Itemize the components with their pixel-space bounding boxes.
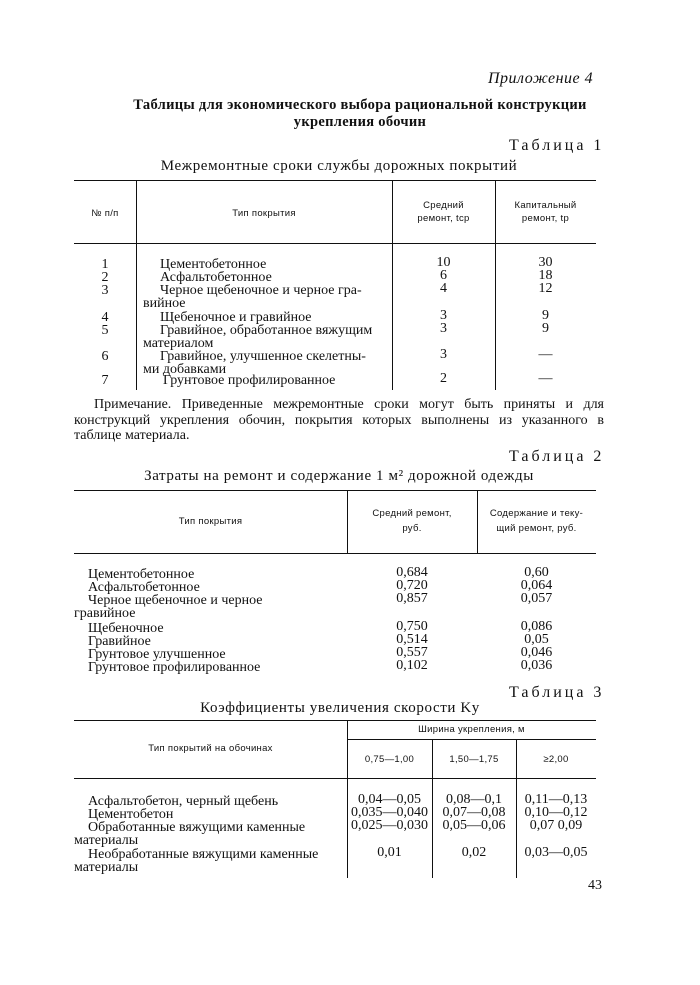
main-title-line2: укрепления обочин: [293, 114, 427, 130]
table1-row3-type: Черное щебеночное и черное гра-: [160, 283, 362, 298]
table3-col-width: Ширина укрепления, м: [418, 724, 525, 735]
table3-row4-w2: 0,02: [461, 845, 487, 860]
table2-row4-keep: 0,086: [520, 619, 553, 634]
table2-row2-keep: 0,064: [520, 578, 553, 593]
table1-row1-mid: 10: [436, 255, 451, 270]
table3-header-rule: [74, 778, 596, 779]
table1-row3-mid: 4: [440, 281, 447, 296]
table2-label: Таблица 2: [509, 448, 605, 465]
table3-row3-w2: 0,05—0,06: [442, 818, 506, 833]
table2-row3-mid: 0,857: [396, 591, 428, 606]
table1-row1-type: Цементобетонное: [160, 257, 267, 272]
table3-row2-w1: 0,035—0,040: [351, 805, 428, 820]
table3-label: Таблица 3: [509, 684, 605, 701]
table2-col-mid-1: Средний ремонт,: [372, 508, 452, 519]
table2-row3-type: Черное щебеночное и черное: [88, 593, 263, 608]
table2-row4-type: Щебеночное: [88, 621, 164, 636]
table1-row4-cap: 9: [542, 308, 549, 323]
table1-col-mid-2: ремонт, tср: [417, 213, 470, 224]
table1-row5-cap: 9: [542, 321, 549, 336]
table1-row3-num: 3: [101, 283, 109, 298]
table2-row3-keep: 0,057: [520, 591, 553, 606]
table2-row3-type-cont: гравийное: [74, 606, 136, 621]
table1-top-rule: [74, 180, 596, 181]
table3-row1-w3: 0,11—0,13: [524, 792, 588, 807]
table3-row3-type: Обработанные вяжущими каменные: [88, 820, 306, 835]
table1-row4-num: 4: [101, 310, 109, 325]
table1-row3-cap: 12: [538, 281, 553, 296]
table2-caption: Затраты на ремонт и содержание 1 м² дорожной одежды: [144, 468, 534, 484]
table2-top-rule: [74, 490, 596, 491]
table1-row3-type-cont: вийное: [143, 296, 186, 311]
table3-col-type: Тип покрытий на обочинах: [148, 743, 273, 754]
table2-row6-type: Грунтовое улучшенное: [88, 647, 226, 662]
table1-row5-mid: 3: [440, 321, 447, 336]
table3-row1-w2: 0,08—0,1: [446, 792, 502, 807]
table2-row4-mid: 0,750: [396, 619, 428, 634]
page-number: 43: [588, 878, 602, 893]
table3-caption: Коэффициенты увеличения скорости Ky: [200, 700, 480, 716]
table3-row3-w1: 0,025—0,030: [351, 818, 428, 833]
table1-row6-num: 6: [101, 349, 109, 364]
table1-row5-type-cont: материалом: [143, 336, 214, 351]
table2-row7-mid: 0,102: [396, 658, 428, 673]
table3-col-w1: 0,75—1,00: [364, 754, 415, 765]
table2-row5-mid: 0,514: [396, 632, 428, 647]
table1-row4-mid: 3: [440, 308, 447, 323]
table3-row1-type: Асфальтобетон, черный щебень: [88, 794, 279, 809]
table2-row1-keep: 0,60: [524, 565, 549, 580]
appendix-label: Приложение 4: [488, 70, 594, 87]
table2-row1-mid: 0,684: [396, 565, 428, 580]
table3-row4-type-cont: материалы: [74, 860, 139, 875]
table2-row7-keep: 0,036: [520, 658, 553, 673]
table3-row2-w3: 0,10—0,12: [524, 805, 588, 820]
table2-row1-type: Цементобетонное: [88, 567, 195, 582]
table1-col-mid-1: Средний: [423, 200, 464, 211]
table1-row6-type: Гравийное, улучшенное скелетны-: [160, 349, 366, 364]
table3-top-rule: [74, 720, 596, 721]
table3-row3-type-cont: материалы: [74, 833, 139, 848]
table1-note: Примечание. Приведенные межремонтные сроки могут быть приняты и для конструкций укрепления обочин, покрытия которых выполнены из указанного в таблице материала.: [74, 397, 604, 443]
table1-row6-mid: 3: [440, 347, 447, 362]
table1-row5-type: Гравийное, обработанное вяжущим: [160, 323, 373, 338]
table1-row1-num: 1: [101, 257, 109, 272]
table3-subheader-rule: [347, 739, 596, 740]
table3-row4-w3: 0,03—0,05: [524, 845, 588, 860]
table2-row6-mid: 0,557: [396, 645, 428, 660]
table2-col-keep-1: Содержание и теку-: [489, 508, 584, 519]
table1-row2-mid: 6: [440, 268, 447, 283]
table1-col-type: Тип покрытия: [232, 208, 296, 219]
table1-row6-cap: —: [538, 347, 553, 362]
table1-row7-mid: 2: [440, 371, 447, 386]
table1-caption: Межремонтные сроки службы дорожных покрытий: [160, 158, 518, 174]
table1-col-cap-2: ремонт, tр: [521, 213, 570, 224]
table3-row4-w1: 0,01: [377, 845, 402, 860]
table2-row6-keep: 0,046: [520, 645, 553, 660]
table3-row4-type: Необработанные вяжущими каменные: [88, 847, 319, 862]
table2-row7-type: Грунтовое профилированное: [88, 660, 261, 675]
table1-row1-cap: 30: [538, 255, 553, 270]
main-title-line1: Таблицы для экономического выбора рациональной конструкции: [133, 97, 587, 113]
table1-row4-type: Щебеночное и гравийное: [160, 310, 312, 325]
table2-row5-type: Гравийное: [88, 634, 151, 649]
table1-row2-num: 2: [101, 270, 109, 285]
table1-row2-cap: 18: [538, 268, 553, 283]
table2-header-rule: [74, 553, 596, 554]
table1-col-num: № п/п: [91, 208, 119, 219]
table3-row3-w3: 0,07 0,09: [529, 818, 583, 833]
table3-col-w2: 1,50—1,75: [449, 754, 499, 765]
table2-col-type: Тип покрытия: [178, 516, 243, 527]
table1-row7-type: Грунтовое профилированное: [163, 373, 336, 388]
table1-header-rule: [74, 243, 596, 244]
table1-label: Таблица 1: [509, 137, 605, 154]
table1-row5-num: 5: [101, 323, 109, 338]
table3-row2-type: Цементобетон: [88, 807, 174, 822]
table2-col-keep-2: щий ремонт, руб.: [496, 523, 577, 534]
table1-row6-type-cont: ми добавками: [143, 362, 227, 377]
table3-row1-w1: 0,04—0,05: [358, 792, 421, 807]
table2-col-mid-2: руб.: [402, 523, 422, 534]
table3-row2-w2: 0,07—0,08: [442, 805, 506, 820]
table1-col-cap-1: Капитальный: [514, 200, 577, 211]
table3-col-w3: ≥2,00: [543, 754, 569, 765]
table2-row2-mid: 0,720: [396, 578, 428, 593]
table1-row7-cap: —: [538, 371, 553, 386]
table2-row5-keep: 0,05: [524, 632, 549, 647]
table2-row2-type: Асфальтобетонное: [88, 580, 200, 595]
table1-row2-type: Асфальтобетонное: [160, 270, 272, 285]
table1-row7-num: 7: [101, 373, 109, 388]
